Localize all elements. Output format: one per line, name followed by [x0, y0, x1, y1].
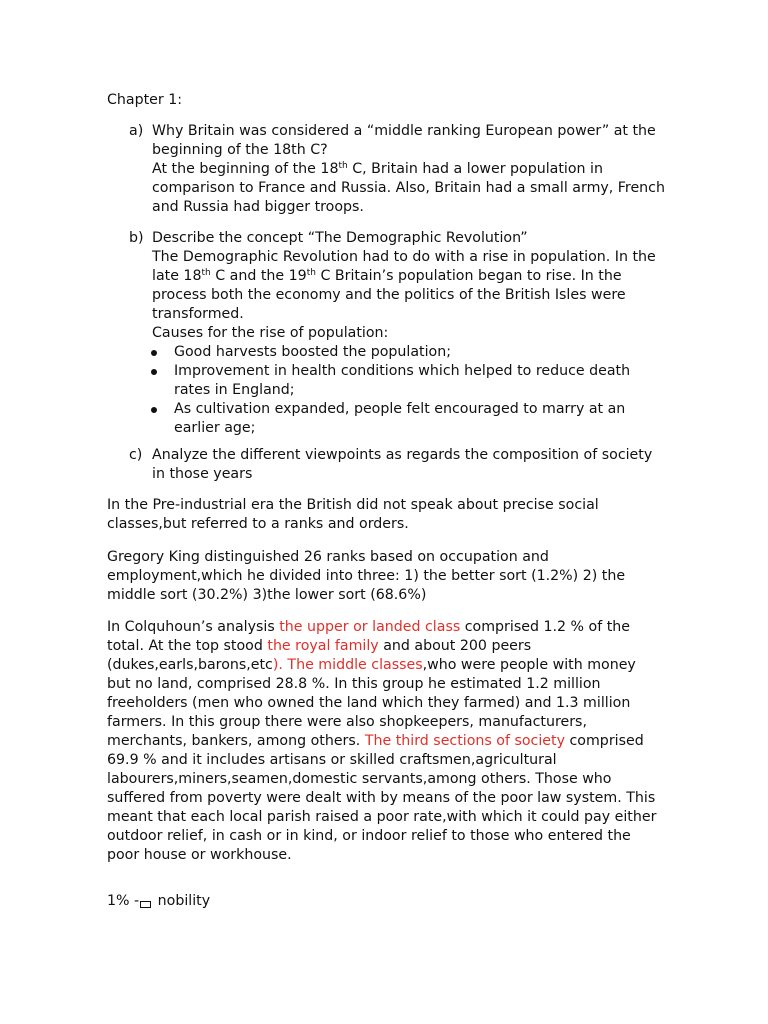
bullet-icon — [151, 407, 157, 413]
question-a — [129, 122, 669, 217]
question-c — [129, 446, 669, 484]
question-marker: c) — [129, 447, 143, 463]
answer-part: C Britain’s population began to rise. In the process both the economy and the politics of the British Isles were transformed. — [152, 268, 626, 322]
highlight-royal-family: the royal family — [267, 638, 379, 654]
bullet-icon — [151, 369, 157, 375]
text-run: In Colquhoun’s analysis — [107, 619, 280, 635]
answer-part: At the beginning of the 18 — [152, 161, 339, 177]
list-item-text: As cultivation expanded, people felt encouraged to marry at an earlier age; — [174, 401, 626, 436]
percent-label: 1% - — [107, 893, 140, 909]
text-run: comprised 1.2 % of the total. At the top stood — [107, 619, 630, 654]
list-item-text: Improvement in health conditions which helped to reduce death rates in England; — [174, 363, 631, 398]
answer-part: C and the 19 — [210, 268, 307, 284]
paragraph-colquhoun — [107, 618, 663, 865]
question-marker: b) — [129, 230, 144, 246]
highlight-third-sections: The third sections of society — [364, 733, 565, 749]
highlight-upper-class: the upper or landed class — [279, 619, 461, 635]
causes-list — [129, 343, 669, 438]
answer-text — [152, 248, 669, 324]
chapter-heading: Chapter 1: — [107, 92, 183, 108]
highlight-middle-classes: ). The middle classes — [272, 657, 423, 673]
placeholder-box-icon — [140, 901, 151, 908]
nobility-line — [107, 892, 210, 911]
superscript: th — [306, 268, 316, 278]
question-text: Analyze the different viewpoints as regards the composition of society in those years — [152, 447, 653, 482]
question-text: Why Britain was considered a “middle ranking European power” at the beginning of the 18th C? — [152, 123, 656, 158]
paragraph-pre-industrial: In the Pre-industrial era the British did not speak about precise social classes,but referred to a ranks and orders. — [107, 497, 599, 532]
question-b — [129, 229, 669, 438]
answer-part: C, Britain had a lower population in comparison to France and Russia. Also, Britain had a small army, French and Russia had bigger troops. — [152, 161, 665, 215]
paragraph-gregory-king: Gregory King distinguished 26 ranks based on occupation and employment,which he divided into three: 1) the better sort (1.2%) 2) the middle sort (30.2%) 3)the lower sort (68.6%) — [107, 549, 626, 603]
list-item — [129, 400, 669, 438]
bullet-icon — [151, 350, 157, 356]
text-run: ,who were people with money but no land, comprised 28.8 %. In this group he estimated 1.2 million freeholders (men who owned the land which they farmed) and 1.3 million farmers. In this group there were also shopkeepers, manufacturers, merchants, bankers, among others. — [107, 657, 636, 749]
list-item — [129, 362, 669, 400]
nobility-label: nobility — [153, 893, 211, 909]
superscript: th — [338, 161, 348, 171]
answer-part: The Demographic Revolution had to do with a rise in population. In the late 18 — [152, 249, 656, 284]
text-run: and about 200 peers (dukes,earls,barons,etc — [107, 638, 532, 673]
question-text: Describe the concept “The Demographic Revolution” — [152, 230, 528, 246]
causes-title: Causes for the rise of population: — [152, 325, 389, 341]
superscript: th — [201, 268, 211, 278]
list-item-text: Good harvests boosted the population; — [174, 344, 452, 360]
question-marker: a) — [129, 123, 144, 139]
answer-text — [152, 160, 669, 217]
list-item — [129, 343, 669, 362]
text-run: comprised 69.9 % and it includes artisans or skilled craftsmen,agricultural labourers,miners,seamen,domestic servants,among others. Those who suffered from poverty were dealt with by means of the poor law system. This meant that each local parish raised a poor rate,with which it could pay either outdoor relief, in cash or in kind, or indoor relief to those who entered the poor house or workhouse. — [107, 733, 657, 863]
